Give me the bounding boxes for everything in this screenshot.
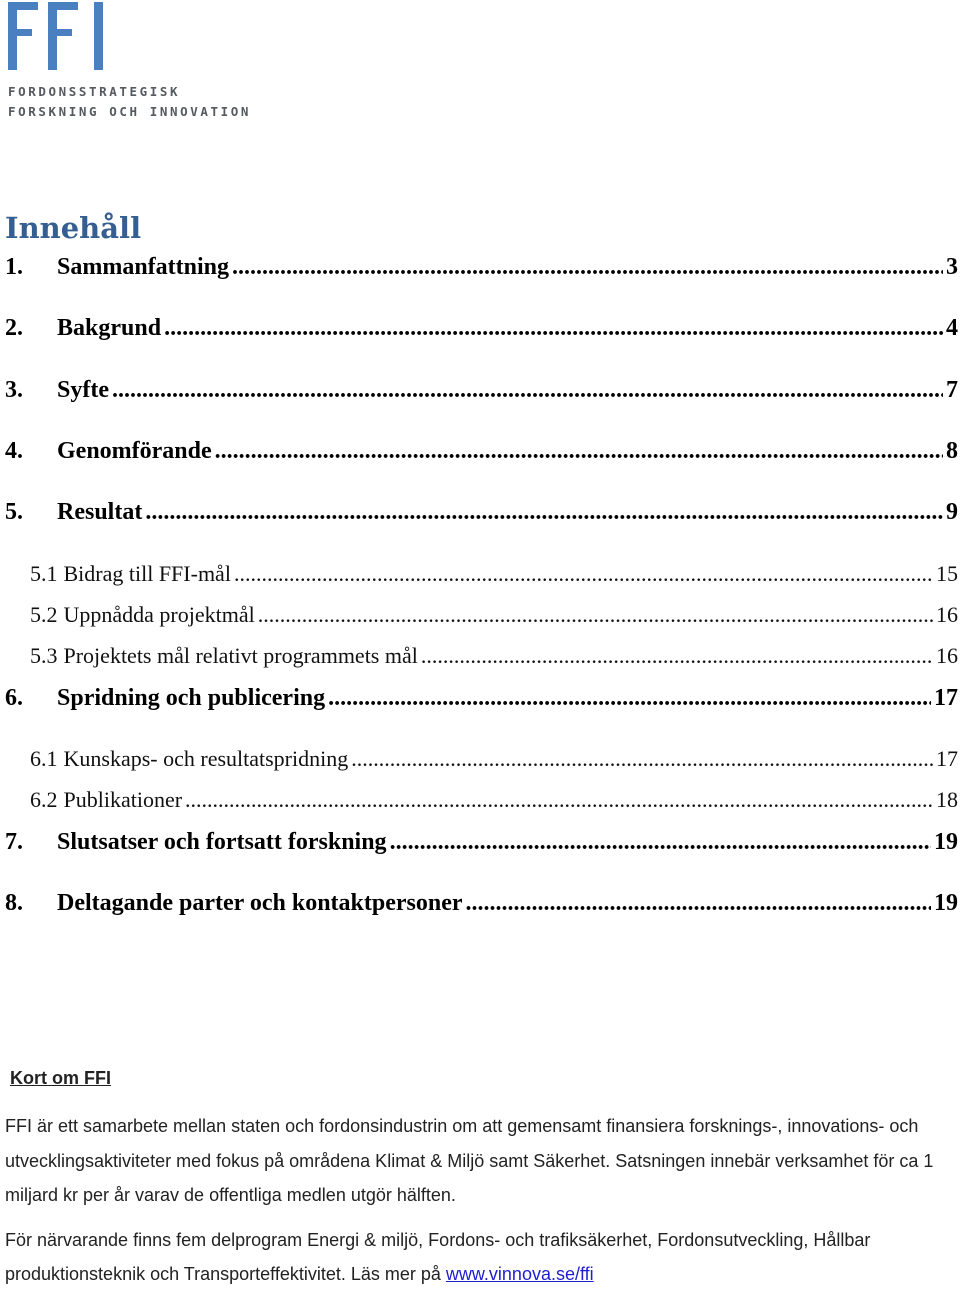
toc-entry-title: Bidrag till FFI-mål bbox=[63, 561, 231, 586]
toc-leader-dots bbox=[164, 315, 943, 342]
toc-entry-title: Sammanfattning bbox=[57, 254, 230, 280]
toc-leader-dots bbox=[390, 829, 931, 856]
ffi-logo bbox=[8, 2, 252, 122]
logo-tagline-1: FORDONSSTRATEGISK bbox=[8, 84, 181, 99]
about-ffi-section bbox=[5, 1068, 955, 1302]
toc-entry[interactable] bbox=[5, 890, 958, 917]
toc-entry-number: 6.1 bbox=[30, 746, 58, 771]
ffi-logo-mark bbox=[8, 2, 108, 72]
toc-entry-title: Uppnådda projektmål bbox=[63, 602, 255, 627]
toc-leader-dots bbox=[421, 643, 933, 669]
toc-entry-page: 16 bbox=[936, 643, 958, 668]
toc-entry-number: 4. bbox=[5, 438, 23, 464]
toc-leader-dots bbox=[234, 561, 933, 587]
toc-entry[interactable] bbox=[30, 643, 958, 669]
toc-entry-page: 7 bbox=[946, 377, 958, 403]
toc-entry[interactable] bbox=[5, 377, 958, 404]
toc-entry-number: 5.2 bbox=[30, 602, 58, 627]
toc-leader-dots bbox=[351, 746, 933, 772]
toc-leader-dots bbox=[232, 254, 943, 281]
toc-entry-page: 19 bbox=[934, 829, 958, 855]
toc-entry-title: Spridning och publicering bbox=[57, 685, 326, 711]
toc-entry-number: 5.1 bbox=[30, 561, 58, 586]
toc-entry-title: Bakgrund bbox=[57, 315, 162, 341]
toc-entry-title: Resultat bbox=[57, 499, 143, 525]
about-ffi-paragraph: FFI är ett samarbete mellan staten och fordonsindustrin om att gemensamt finansiera forsknings-, innovations- och utvecklingsaktiviteter med fokus på områdena Klimat & Miljö samt Säkerhet. Satsningen innebär verksamhet för ca 1 miljard kr per år varav de offentliga medlen utgör hälften. bbox=[5, 1116, 934, 1205]
toc-leader-dots bbox=[328, 685, 931, 712]
toc-title: Innehåll bbox=[5, 211, 142, 245]
toc-entry-title: Deltagande parter och kontaktpersoner bbox=[57, 890, 463, 916]
toc-entry-title: Projektets mål relativt programmets mål bbox=[63, 643, 418, 668]
toc-leader-dots bbox=[258, 602, 933, 628]
toc-entry[interactable] bbox=[5, 438, 958, 465]
toc-entry[interactable] bbox=[30, 787, 958, 813]
toc-entry[interactable] bbox=[30, 561, 958, 587]
toc-leader-dots bbox=[215, 438, 943, 465]
toc-entry[interactable] bbox=[30, 746, 958, 772]
toc-entry-number: 2. bbox=[5, 315, 23, 341]
toc-entry-number: 3. bbox=[5, 377, 23, 403]
toc-entry-page: 3 bbox=[946, 254, 958, 280]
toc-entry-page: 17 bbox=[934, 685, 958, 711]
toc-leader-dots bbox=[112, 377, 943, 404]
toc-leader-dots bbox=[466, 890, 931, 917]
toc-leader-dots bbox=[185, 787, 933, 813]
toc-entry-number: 6. bbox=[5, 685, 23, 711]
toc-entry[interactable] bbox=[5, 685, 958, 712]
toc-entry-title: Publikationer bbox=[63, 787, 183, 812]
toc-entry-title: Slutsatser och fortsatt forskning bbox=[57, 829, 387, 855]
toc-entry-number: 1. bbox=[5, 254, 23, 280]
toc-entry[interactable] bbox=[5, 829, 958, 856]
toc-entry-page: 19 bbox=[934, 890, 958, 916]
toc-entry[interactable] bbox=[5, 254, 958, 281]
about-ffi-heading: Kort om FFI bbox=[10, 1068, 111, 1088]
toc-entry-page: 18 bbox=[936, 787, 958, 812]
toc-entry-page: 16 bbox=[936, 602, 958, 627]
toc-entry[interactable] bbox=[5, 315, 958, 342]
toc-entry-page: 8 bbox=[946, 438, 958, 464]
toc-entry-page: 17 bbox=[936, 746, 958, 771]
toc-entry-title: Kunskaps- och resultatspridning bbox=[63, 746, 349, 771]
vinnova-link[interactable]: www.vinnova.se/ffi bbox=[445, 1264, 594, 1284]
toc-entry-title: Genomförande bbox=[57, 438, 212, 464]
toc-entry-number: 8. bbox=[5, 890, 23, 916]
toc-entry-page: 4 bbox=[946, 315, 958, 341]
toc-entry-page: 15 bbox=[936, 561, 958, 586]
toc-entry-page: 9 bbox=[946, 499, 958, 525]
toc-entry-number: 5.3 bbox=[30, 643, 58, 668]
toc-leader-dots bbox=[145, 499, 943, 526]
toc-entry-number: 7. bbox=[5, 829, 23, 855]
toc-entry[interactable] bbox=[5, 499, 958, 526]
toc-entry-number: 5. bbox=[5, 499, 23, 525]
toc-entry-number: 6.2 bbox=[30, 787, 58, 812]
toc-entry-title: Syfte bbox=[57, 377, 109, 403]
programs-text: För närvarande finns fem delprogram Energi & miljö, Fordons- och trafiksäkerhet, Fordonsutveckling, Hållbar produktionsteknik och Transporteffektivitet. Läs mer på bbox=[5, 1229, 871, 1284]
toc-entry[interactable] bbox=[30, 602, 958, 628]
about-ffi-programs-paragraph bbox=[5, 1223, 955, 1292]
logo-tagline-2: FORSKNING OCH INNOVATION bbox=[8, 104, 252, 119]
